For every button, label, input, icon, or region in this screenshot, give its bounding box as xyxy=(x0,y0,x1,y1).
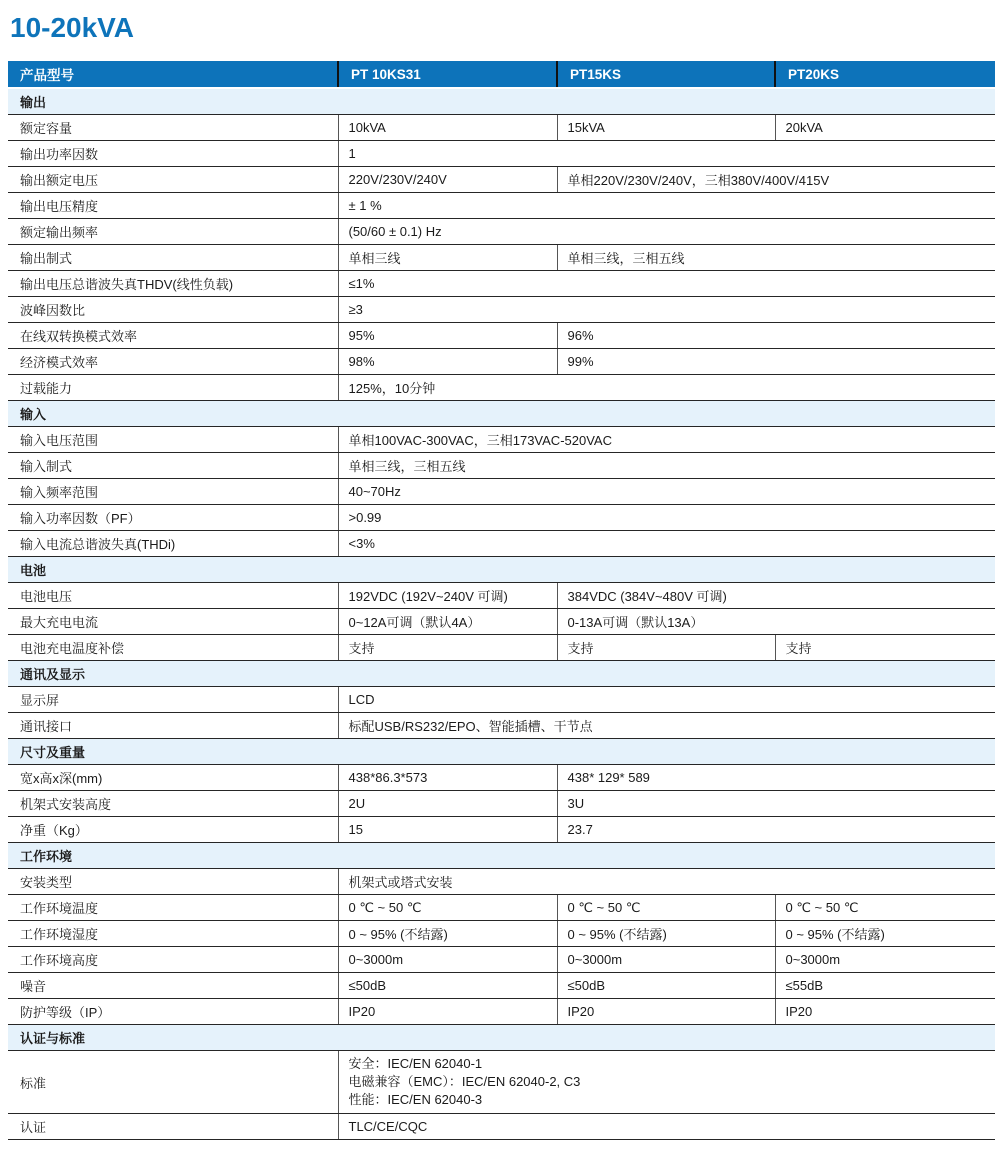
spec-value: 192VDC (192V~240V 可调) xyxy=(338,583,557,609)
spec-row xyxy=(8,999,995,1025)
spec-value: 支持 xyxy=(338,635,557,661)
spec-row xyxy=(8,791,995,817)
spec-label: 输入功率因数（PF） xyxy=(8,505,338,531)
spec-label: 工作环境温度 xyxy=(8,895,338,921)
header-cell-param: 产品型号 xyxy=(8,61,338,88)
spec-value: ± 1 % xyxy=(338,193,995,219)
spec-value: IP20 xyxy=(775,999,995,1025)
section-row xyxy=(8,557,995,583)
spec-value: 0 ~ 95% (不结露) xyxy=(775,921,995,947)
spec-value: 标配USB/RS232/EPO、智能插槽、干节点 xyxy=(338,713,995,739)
spec-value: TLC/CE/CQC xyxy=(338,1114,995,1140)
spec-label: 输入频率范围 xyxy=(8,479,338,505)
spec-value: 单相三线 xyxy=(338,245,557,271)
spec-label: 波峰因数比 xyxy=(8,297,338,323)
spec-row xyxy=(8,921,995,947)
spec-label: 输入电压范围 xyxy=(8,427,338,453)
spec-row xyxy=(8,1051,995,1114)
spec-label: 噪音 xyxy=(8,973,338,999)
spec-value: 0~3000m xyxy=(338,947,557,973)
spec-row xyxy=(8,973,995,999)
spec-table-body xyxy=(8,88,995,1140)
spec-row xyxy=(8,713,995,739)
spec-value: 0 ~ 95% (不结露) xyxy=(338,921,557,947)
spec-value: ≤1% xyxy=(338,271,995,297)
spec-label: 输出额定电压 xyxy=(8,167,338,193)
spec-row xyxy=(8,427,995,453)
spec-row xyxy=(8,947,995,973)
spec-label: 认证 xyxy=(8,1114,338,1140)
spec-value: 0 ℃ ~ 50 ℃ xyxy=(338,895,557,921)
spec-value: LCD xyxy=(338,687,995,713)
spec-label: 安装类型 xyxy=(8,869,338,895)
spec-value: >0.99 xyxy=(338,505,995,531)
section-row xyxy=(8,401,995,427)
spec-value-line: 安全：IEC/EN 62040-1 xyxy=(348,1056,483,1071)
spec-value: ≥3 xyxy=(338,297,995,323)
header-cell-model-1: PT 10KS31 xyxy=(338,61,557,88)
spec-row xyxy=(8,271,995,297)
spec-label: 额定容量 xyxy=(8,115,338,141)
spec-value: 0-13A可调（默认13A） xyxy=(557,609,995,635)
spec-value-line: 性能：IEC/EN 62040-3 xyxy=(348,1092,483,1107)
spec-row xyxy=(8,687,995,713)
spec-row xyxy=(8,193,995,219)
spec-row xyxy=(8,895,995,921)
spec-row xyxy=(8,479,995,505)
spec-value: 438* 129* 589 xyxy=(557,765,995,791)
spec-value: 3U xyxy=(557,791,995,817)
spec-label: 电池电压 xyxy=(8,583,338,609)
spec-value: 支持 xyxy=(557,635,775,661)
spec-value: 98% xyxy=(338,349,557,375)
spec-value: IP20 xyxy=(557,999,775,1025)
spec-value: 99% xyxy=(557,349,995,375)
section-title: 输入 xyxy=(8,401,995,427)
spec-value: (50/60 ± 0.1) Hz xyxy=(338,219,995,245)
spec-row xyxy=(8,531,995,557)
spec-row xyxy=(8,297,995,323)
spec-label: 输出功率因数 xyxy=(8,141,338,167)
section-row xyxy=(8,88,995,115)
spec-value: 机架式或塔式安装 xyxy=(338,869,995,895)
spec-row xyxy=(8,1114,995,1140)
spec-value xyxy=(338,1051,995,1114)
section-row xyxy=(8,843,995,869)
header-cell-model-3: PT20KS xyxy=(775,61,995,88)
spec-value: 0 ~ 95% (不结露) xyxy=(557,921,775,947)
spec-label: 净重（Kg） xyxy=(8,817,338,843)
spec-label: 输入电流总谐波失真(THDi) xyxy=(8,531,338,557)
spec-value: ≤55dB xyxy=(775,973,995,999)
spec-row xyxy=(8,583,995,609)
spec-row xyxy=(8,765,995,791)
spec-value: 10kVA xyxy=(338,115,557,141)
spec-label: 经济模式效率 xyxy=(8,349,338,375)
spec-label: 最大充电电流 xyxy=(8,609,338,635)
spec-value: IP20 xyxy=(338,999,557,1025)
spec-value: 0~12A可调（默认4A） xyxy=(338,609,557,635)
spec-row xyxy=(8,245,995,271)
section-row xyxy=(8,661,995,687)
spec-row xyxy=(8,219,995,245)
section-row xyxy=(8,1025,995,1051)
spec-row xyxy=(8,453,995,479)
spec-value: 40~70Hz xyxy=(338,479,995,505)
spec-value: 单相三线，三相五线 xyxy=(338,453,995,479)
spec-table-header xyxy=(8,61,995,88)
section-title: 认证与标准 xyxy=(8,1025,995,1051)
spec-value: 384VDC (384V~480V 可调) xyxy=(557,583,995,609)
header-cell-model-2: PT15KS xyxy=(557,61,775,88)
section-title: 尺寸及重量 xyxy=(8,739,995,765)
section-title: 电池 xyxy=(8,557,995,583)
spec-value-line: 电磁兼容（EMC）：IEC/EN 62040-2, C3 xyxy=(348,1074,581,1089)
section-title: 输出 xyxy=(8,88,995,115)
spec-row xyxy=(8,505,995,531)
spec-row xyxy=(8,375,995,401)
spec-value: 20kVA xyxy=(775,115,995,141)
spec-table xyxy=(8,61,995,1140)
spec-label: 标准 xyxy=(8,1051,338,1114)
spec-row xyxy=(8,323,995,349)
spec-row xyxy=(8,635,995,661)
spec-value: 96% xyxy=(557,323,995,349)
spec-row xyxy=(8,141,995,167)
spec-row xyxy=(8,167,995,193)
spec-row xyxy=(8,609,995,635)
spec-row xyxy=(8,869,995,895)
spec-value: 1 xyxy=(338,141,995,167)
spec-value: 438*86.3*573 xyxy=(338,765,557,791)
spec-label: 显示屏 xyxy=(8,687,338,713)
spec-value: 0 ℃ ~ 50 ℃ xyxy=(775,895,995,921)
spec-value: ≤50dB xyxy=(557,973,775,999)
spec-label: 宽x高x深(mm) xyxy=(8,765,338,791)
spec-label: 输入制式 xyxy=(8,453,338,479)
spec-value: 单相220V/230V/240V，三相380V/400V/415V xyxy=(557,167,995,193)
spec-label: 输出电压精度 xyxy=(8,193,338,219)
spec-label: 输出电压总谐波失真THDV(线性负载) xyxy=(8,271,338,297)
spec-value: 15 xyxy=(338,817,557,843)
spec-value: ≤50dB xyxy=(338,973,557,999)
section-title: 通讯及显示 xyxy=(8,661,995,687)
spec-value: 0~3000m xyxy=(557,947,775,973)
spec-label: 电池充电温度补偿 xyxy=(8,635,338,661)
spec-label: 工作环境湿度 xyxy=(8,921,338,947)
spec-value: 95% xyxy=(338,323,557,349)
spec-label: 防护等级（IP） xyxy=(8,999,338,1025)
spec-row xyxy=(8,115,995,141)
spec-label: 工作环境高度 xyxy=(8,947,338,973)
spec-label: 输出制式 xyxy=(8,245,338,271)
spec-row xyxy=(8,817,995,843)
spec-row xyxy=(8,349,995,375)
spec-value: 支持 xyxy=(775,635,995,661)
spec-value: 2U xyxy=(338,791,557,817)
spec-value: 125%，10分钟 xyxy=(338,375,995,401)
header-row xyxy=(8,61,995,88)
section-row xyxy=(8,739,995,765)
spec-value: 23.7 xyxy=(557,817,995,843)
spec-value: 0 ℃ ~ 50 ℃ xyxy=(557,895,775,921)
spec-label: 过载能力 xyxy=(8,375,338,401)
section-title: 工作环境 xyxy=(8,843,995,869)
spec-label: 机架式安装高度 xyxy=(8,791,338,817)
spec-label: 额定输出频率 xyxy=(8,219,338,245)
spec-value: 0~3000m xyxy=(775,947,995,973)
spec-value: 15kVA xyxy=(557,115,775,141)
spec-label: 通讯接口 xyxy=(8,713,338,739)
spec-value: <3% xyxy=(338,531,995,557)
spec-value: 220V/230V/240V xyxy=(338,167,557,193)
page-title: 10-20kVA xyxy=(10,12,135,43)
spec-label: 在线双转换模式效率 xyxy=(8,323,338,349)
spec-value: 单相三线，三相五线 xyxy=(557,245,995,271)
spec-value: 单相100VAC-300VAC，三相173VAC-520VAC xyxy=(338,427,995,453)
